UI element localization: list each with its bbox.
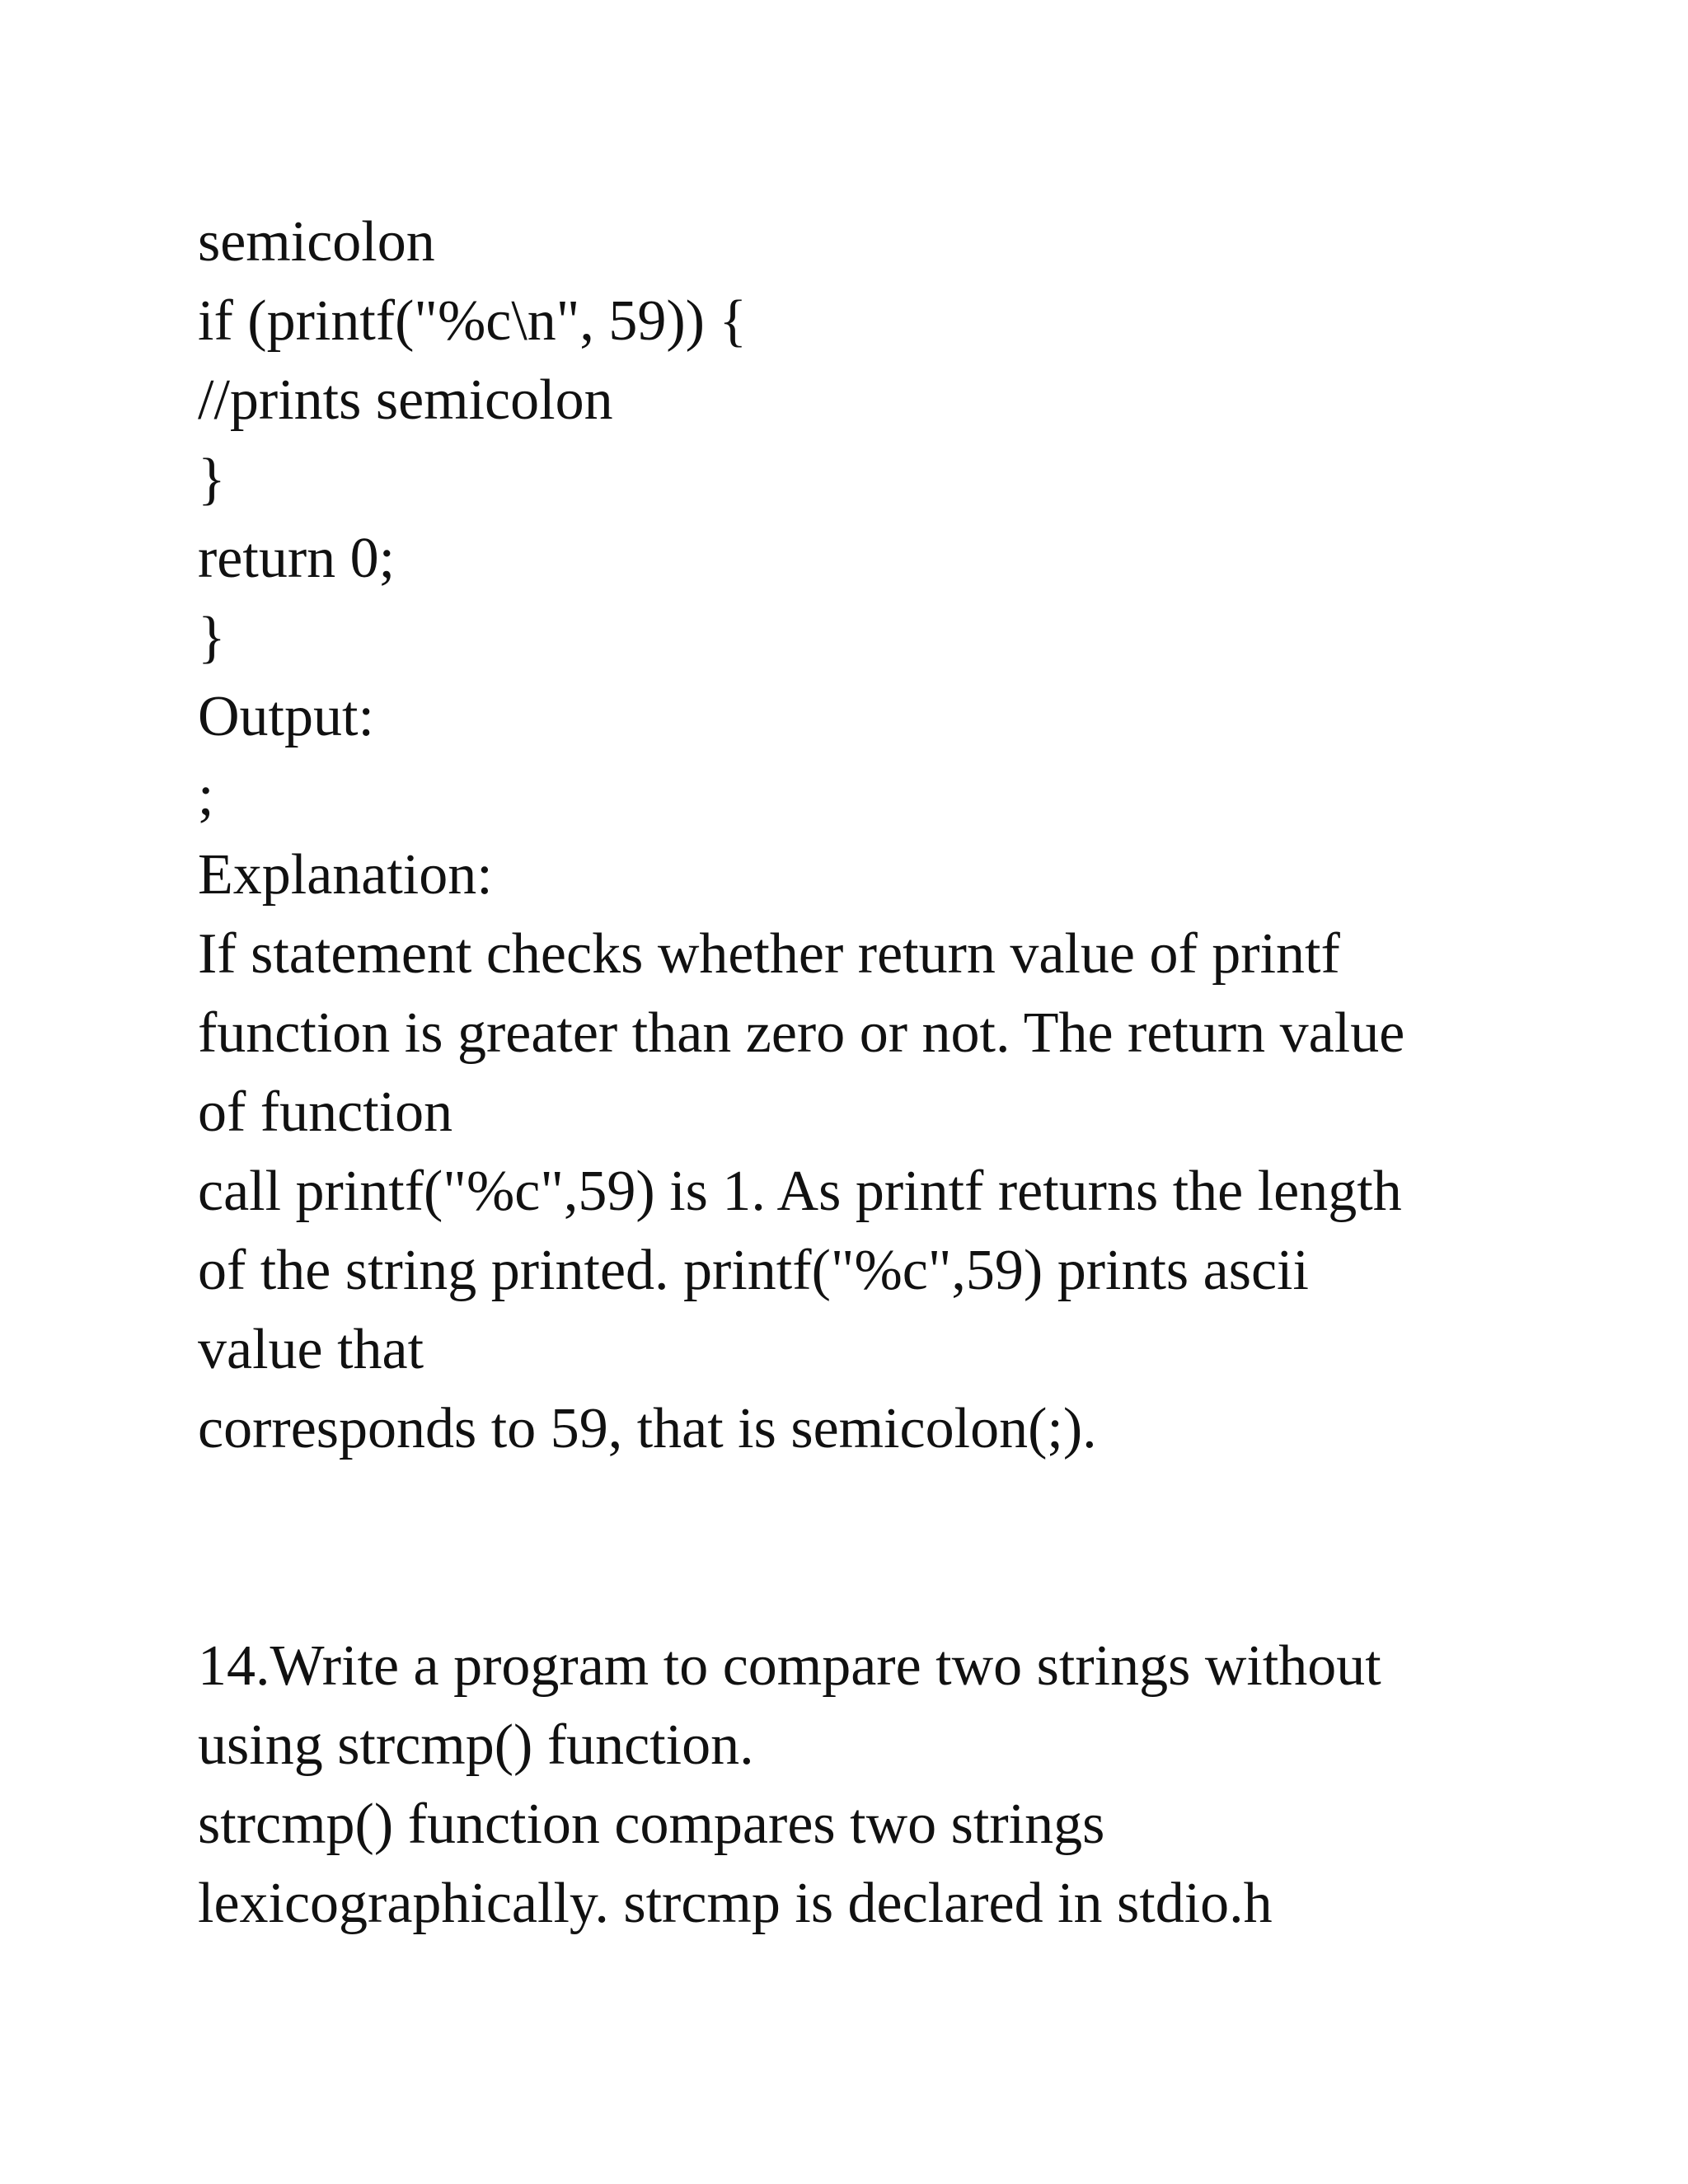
paragraph-line: call printf("%c",59) is 1. As printf returns the length — [198, 1160, 1402, 1223]
code-line: semicolon — [198, 210, 435, 274]
question-heading: using strcmp() function. — [198, 1713, 754, 1777]
paragraph-line: function is greater than zero or not. The return value — [198, 1001, 1405, 1065]
output-value: ; — [198, 764, 214, 827]
explanation-heading: Explanation: — [198, 843, 493, 907]
paragraph-line: value that — [198, 1318, 424, 1381]
page-content — [198, 203, 1517, 1943]
paragraph-line: of function — [198, 1080, 453, 1144]
code-line: if (printf("%c\n", 59)) { — [198, 289, 748, 353]
code-line: //prints semicolon — [198, 368, 613, 432]
code-line: } — [198, 606, 226, 669]
paragraph-line: corresponds to 59, that is semicolon(;). — [198, 1397, 1097, 1460]
paragraph-line: lexicographically. strcmp is declared in stdio.h — [198, 1872, 1273, 1935]
section-gap — [198, 1469, 1517, 1627]
paragraph-line: of the string printed. printf("%c",59) prints ascii — [198, 1239, 1309, 1302]
paragraph-line: If statement checks whether return value of printf — [198, 922, 1340, 986]
code-line: return 0; — [198, 527, 396, 590]
output-heading: Output: — [198, 685, 374, 748]
code-line: } — [198, 448, 226, 511]
paragraph-line: strcmp() function compares two strings — [198, 1793, 1105, 1856]
question-heading: 14.Write a program to compare two strings without — [198, 1634, 1381, 1698]
